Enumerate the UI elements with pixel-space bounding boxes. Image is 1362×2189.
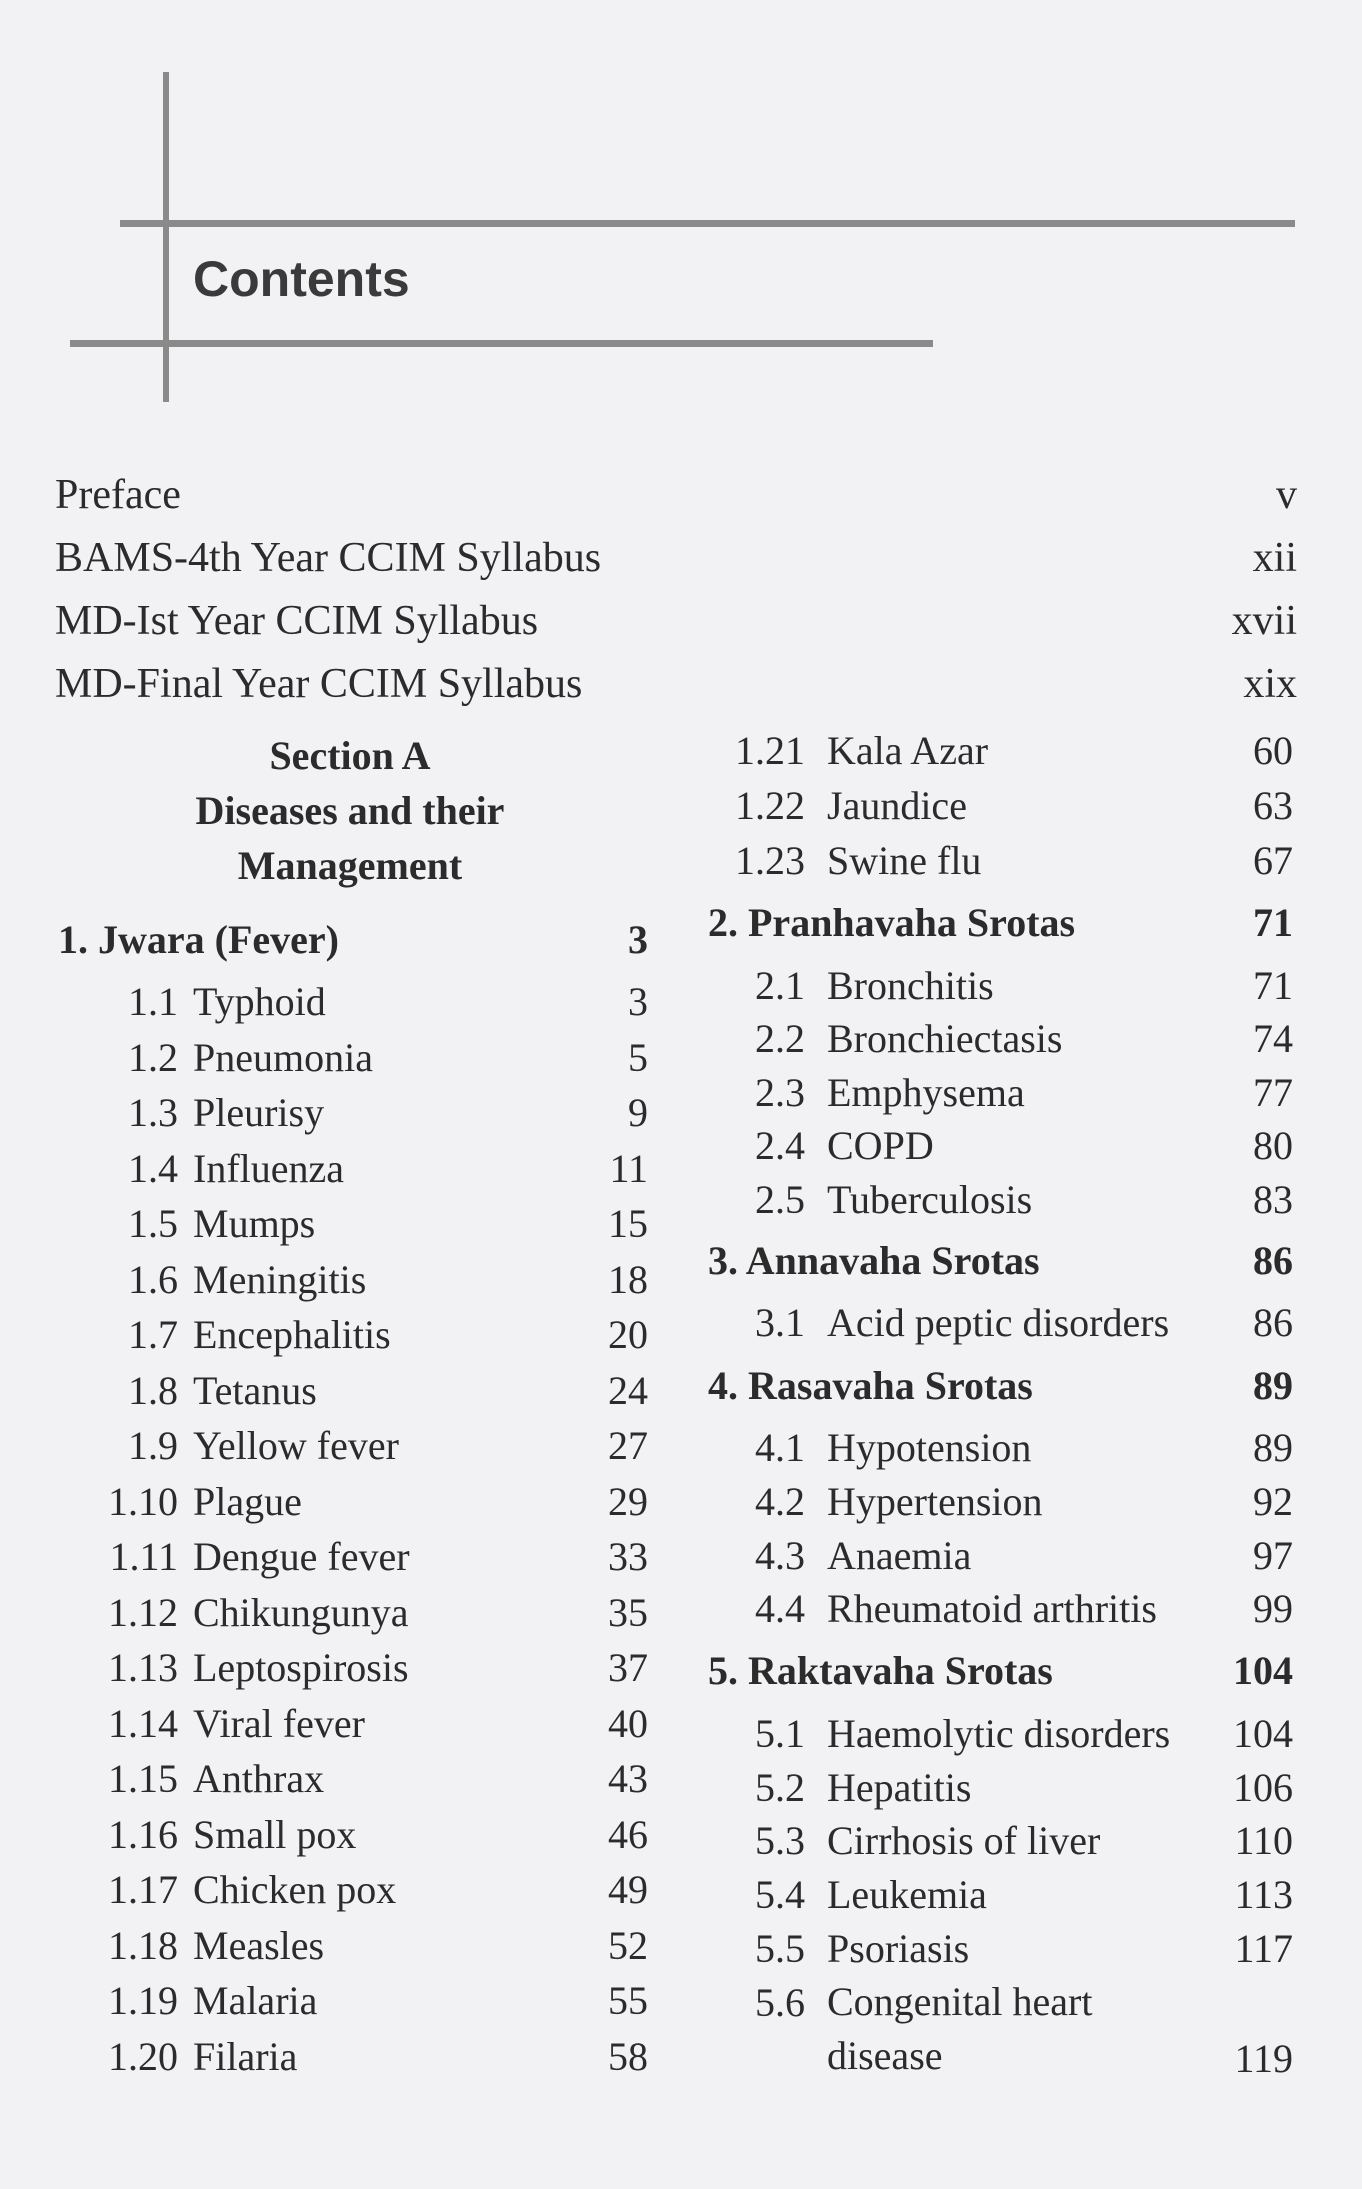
toc-chapter: 3. Annavaha Srotas 86 [708,1238,1293,1283]
toc-entry: 1.15 Anthrax 43 [108,1756,648,1801]
toc-entry: 1.4 Influenza 11 [128,1146,648,1191]
toc-entry: 5.4 Leukemia 113 [755,1872,1293,1917]
toc-entry: 4.2 Hypertension 92 [755,1479,1293,1524]
toc-front-item: MD-Ist Year CCIM Syllabus xvii [55,598,1297,644]
toc-entry: 1.3 Pleurisy 9 [128,1090,648,1135]
toc-entry: 1.18 Measles 52 [108,1923,648,1968]
header-bottom-rule [70,340,933,347]
toc-entry: 1.10 Plague 29 [108,1479,648,1524]
toc-chapter: 5. Raktavaha Srotas 104 [708,1648,1293,1693]
toc-chapter: 4. Rasavaha Srotas 89 [708,1363,1293,1408]
toc-entry: 1.17 Chicken pox 49 [108,1867,648,1912]
toc-entry: 1.21 Kala Azar 60 [735,728,1293,773]
toc-entry: 2.5 Tuberculosis 83 [755,1177,1293,1222]
toc-entry: 1.5 Mumps 15 [128,1201,648,1246]
toc-entry: 4.1 Hypotension 89 [755,1425,1293,1470]
toc-entry: 2.2 Bronchiectasis 74 [755,1016,1293,1061]
toc-entry: 1.20 Filaria 58 [108,2034,648,2079]
toc-entry: 3.1 Acid peptic disorders 86 [755,1300,1293,1345]
header-vertical-rule [163,72,169,402]
section-heading: Section A Diseases and their Management [195,733,505,888]
toc-entry: 1.14 Viral fever 40 [108,1701,648,1746]
toc-chapter: 1. Jwara (Fever) 3 [58,917,648,962]
toc-entry: 5.5 Psoriasis 117 [755,1926,1293,1971]
toc-front-item: MD-Final Year CCIM Syllabus xix [55,661,1297,707]
toc-front-item: BAMS-4th Year CCIM Syllabus xii [55,535,1297,581]
toc-entry: 2.1 Bronchitis 71 [755,963,1293,1008]
toc-entry: 1.2 Pneumonia 5 [128,1035,648,1080]
toc-entry: 5.6 Congenital heart disease 119 [755,1979,1293,2081]
toc-entry: 1.22 Jaundice 63 [735,783,1293,828]
header-top-rule [120,220,1295,227]
toc-entry: 1.12 Chikungunya 35 [108,1590,648,1635]
toc-entry: 1.11 Dengue fever 33 [109,1534,648,1579]
toc-front-item: Preface v [55,472,1297,518]
toc-chapter: 2. Pranhavaha Srotas 71 [708,900,1293,945]
toc-entry: 4.4 Rheumatoid arthritis 99 [755,1586,1293,1631]
toc-entry: 5.1 Haemolytic disorders 104 [755,1711,1293,1756]
toc-entry: 1.8 Tetanus 24 [128,1368,648,1413]
toc-entry: 1.9 Yellow fever 27 [128,1423,648,1468]
toc-entry: 1.23 Swine flu 67 [735,838,1293,883]
toc-entry: 1.19 Malaria 55 [108,1978,648,2023]
toc-entry: 1.7 Encephalitis 20 [128,1312,648,1357]
toc-entry: 5.2 Hepatitis 106 [755,1765,1293,1810]
toc-entry: 2.3 Emphysema 77 [755,1070,1293,1115]
toc-entry: 1.6 Meningitis 18 [128,1257,648,1302]
toc-entry: 2.4 COPD 80 [755,1123,1293,1168]
toc-entry: 1.1 Typhoid 3 [128,979,648,1024]
toc-entry: 4.3 Anaemia 97 [755,1533,1293,1578]
toc-entry: 1.13 Leptospirosis 37 [108,1645,648,1690]
toc-entry: 5.3 Cirrhosis of liver 110 [755,1818,1293,1863]
page-title: Contents [193,251,410,307]
toc-entry: 1.16 Small pox 46 [108,1812,648,1857]
